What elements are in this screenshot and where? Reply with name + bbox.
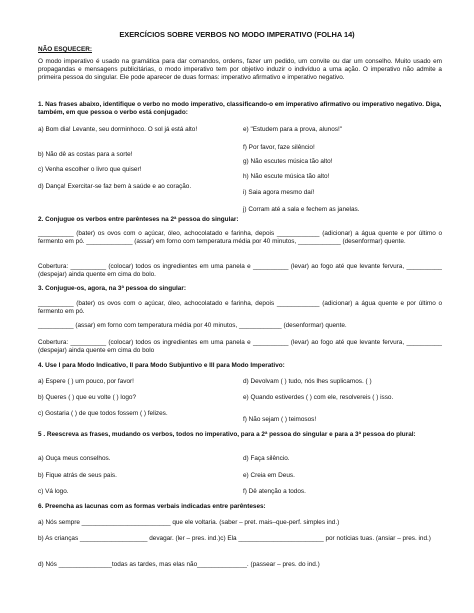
q1-item-j: j) Corram até a sala e fechem as janelas. [243,206,360,213]
q1-item-h: h) Não escute música tão alto! [243,173,330,180]
q4-item-f: f) Não sejam ( ) teimosos! [243,416,317,423]
q5-item-b: b) Fique atrás de seus pais. [38,472,117,479]
q1-item-d: d) Dança! Exercitar-se faz bem à saúde e ao coração. [38,183,192,190]
q5-heading: 5 . Reescreva as frases, mudando os verbos, todos no imperativo, para a 2ª pessoa do singular e para a 3ª pessoa do plural: [38,431,416,438]
q4-item-d: d) Devolvam ( ) tudo, nós lhes suplicamos. ( ) [243,378,372,385]
reminder-heading: NÃO ESQUECER: [38,46,92,53]
q3-paragraph-1: __________ (bater) os ovos com o açúcar, óleo, achocolatado e farinha, depois ____________ (adicionar) a água quente e por último o fermento em pó. [38,300,442,315]
q1-item-e: e) "Estudem para a prova, alunos!" [243,126,343,133]
q3-paragraph-3: Cobertura: __________ (colocar) todos os ingredientes em uma panela e __________ (levar) ao fogo até que levante fervura, __________ (despejar) ainda quente em cima do bolo [38,339,442,354]
q6-item-a: a) Nós sempre _________________________ que ele voltaria. (saber – pret. mais–que-perf. simples ind.) [38,519,340,526]
q3-paragraph-2: __________ (assar) em forno com temperatura média por 40 minutos, ____________ (desenformar) quente. [38,322,347,329]
q3-heading: 3. Conjugue-os, agora, na 3ª pessoa do singular: [38,285,186,292]
q4-item-a: a) Espere ( ) um pouco, por favor! [38,378,134,385]
intro-paragraph: O modo imperativo é usado na gramática para dar comandos, ordens, fazer um pedido, um convite ou dar um conselho. Muito usado em propagandas e mensagens publicitárias, o modo imperativo tem por objetivo induzir o indivíduo a uma ação. O imperativo não admite a primeira pessoa do singular. Ele pode aparecer de duas formas: imperativo afirmativo e imperativo negativo. [38,58,442,81]
q4-item-c: c) Gostaria ( ) de que todos fossem ( ) felizes. [38,410,168,417]
q2-paragraph-2: Cobertura: __________ (colocar) todos os ingredientes em uma panela e __________ (levar) ao fogo até que levante fervura, __________ (despejar) ainda quente em cima do bolo. [38,263,442,278]
q5-item-d: d) Faça silêncio. [243,455,290,462]
q1-item-f: f) Por favor, faze silêncio! [243,144,315,151]
q4-item-e: e) Quando estiverdes ( ) com ele, resolvereis ( ) isso. [243,394,394,401]
page-title: EXERCÍCIOS SOBRE VERBOS NO MODO IMPERATIVO (FOLHA 14) [119,30,355,39]
q6-item-d: d) Nós _______________todas as tardes, mas elas não______________. (passear – pres. do ind.) [38,561,320,568]
q5-item-a: a) Ouça meus conselhos. [38,455,111,462]
q1-item-g: g) Não escutes música tão alto! [243,158,333,165]
q5-item-f: f) Dê atenção a todos. [243,488,306,495]
q4-item-b: b) Queres ( ) que eu volte ( ) logo? [38,394,137,401]
q6-heading: 6. Preencha as lacunas com as formas verbais indicadas entre parênteses: [38,503,266,510]
q1-item-c: c) Venha escolher o livro que quiser! [38,166,142,173]
q1-item-i: i) Saia agora mesmo daí! [243,189,315,196]
q2-heading: 2. Conjugue os verbos entre parênteses na 2ª pessoa do singular: [38,216,239,223]
q1-item-b: b) Não dê as costas para a sorte! [38,151,133,158]
q5-item-e: e) Creia em Deus. [243,472,295,479]
q5-item-c: c) Vá logo. [38,488,69,495]
q2-paragraph-1: __________ (bater) os ovos com o açúcar, óleo, achocolatado e farinha, depois ____________ (adicionar) a água quente e por último o fermento em pó. _____________ (assar) em forno com temperatura média por 40 minutos, ____________ (desenformar) quente. [38,230,442,245]
q4-heading: 4. Use I para Modo Indicativo, II para Modo Subjuntivo e III para Modo Imperativo: [38,362,285,369]
q1-heading: 1. Nas frases abaixo, identifique o verbo no modo imperativo, classificando-o em imperativo afirmativo ou imperativo negativo. Diga, também, em que pessoa o verbo está conjugado: [38,101,442,116]
q1-item-a: a) Bom dia! Levante, seu dorminhoco. O sol já está alto! [38,126,198,133]
q6-item-b-c: b) As crianças ___________________ devagar. (ler – pres. ind.)c) Ela ________________________ por notícias tuas. (ansiar – pres. ind.) [38,535,431,542]
